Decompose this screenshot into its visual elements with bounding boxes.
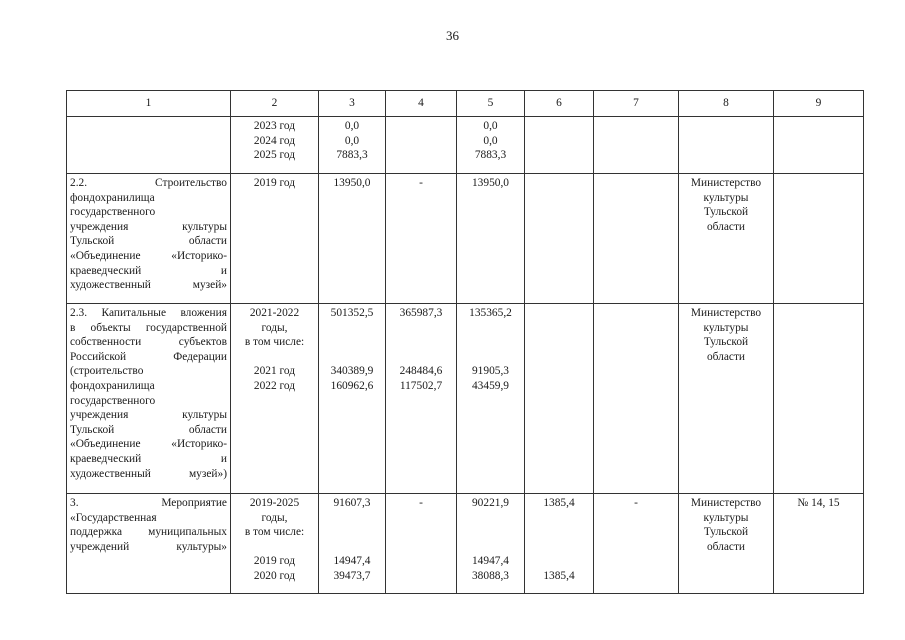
cell-line: 0,0 <box>344 120 360 132</box>
cell-line: области <box>706 220 746 233</box>
header-cell: 9 <box>774 91 864 117</box>
cell-line <box>389 335 453 350</box>
table-cell-col-1 <box>67 117 231 174</box>
cell-line: учреждения культуры <box>70 409 227 422</box>
cell-line <box>460 525 521 540</box>
cell-line: 13950,0 <box>333 177 371 189</box>
table-cell-col-2 <box>231 304 319 494</box>
table-cell-col-2 <box>231 174 319 304</box>
cell-line: - <box>419 497 423 509</box>
header-cell: 1 <box>67 91 231 117</box>
table-cell-col-5 <box>457 117 525 174</box>
table-cell-col-5 <box>457 174 525 304</box>
table-cell-col-8 <box>679 304 774 494</box>
header-cell: 6 <box>525 91 594 117</box>
cell-line <box>528 540 590 555</box>
cell-line: культуры <box>703 191 749 204</box>
table-cell-col-1 <box>67 174 231 304</box>
cell-line: 7883,3 <box>336 149 368 162</box>
cell-line: 135365,2 <box>469 307 512 319</box>
table-cell-col-7 <box>594 494 679 594</box>
table-cell-col-5 <box>457 494 525 594</box>
cell-line: 1385,4 <box>543 497 575 509</box>
cell-line: 13950,0 <box>471 177 510 189</box>
cell-line: 91607,3 <box>333 497 371 509</box>
cell-line <box>389 350 453 365</box>
cell-line: 91905,3 <box>471 365 510 378</box>
cell-line: 2022 год <box>253 379 296 392</box>
table-cell-col-3 <box>319 304 386 494</box>
data-table <box>66 90 864 594</box>
cell-line: 90221,9 <box>471 497 510 509</box>
cell-line: 7883,3 <box>474 149 507 162</box>
table-cell-col-3 <box>319 494 386 594</box>
cell-line: области <box>706 540 746 553</box>
table-cell-col-4 <box>386 174 457 304</box>
cell-line: 501352,5 <box>330 307 374 319</box>
cell-line: государственного <box>70 206 156 219</box>
cell-line: 14947,4 <box>471 555 510 568</box>
cell-line <box>389 321 453 336</box>
table-cell-col-2 <box>231 117 319 174</box>
cell-line: 2023 год <box>253 120 296 132</box>
table-cell-col-6 <box>525 174 594 304</box>
cell-line: фондохранилища <box>70 379 155 392</box>
cell-line: 38088,3 <box>471 569 510 582</box>
table-cell-col-6 <box>525 304 594 494</box>
table-cell-col-8 <box>679 174 774 304</box>
table-cell-col-6 <box>525 117 594 174</box>
cell-line: - <box>634 497 638 509</box>
cell-line: «Объединение «Историко- <box>70 438 227 451</box>
cell-line: 340389,9 <box>330 365 374 378</box>
cell-line: Министерство <box>690 497 762 509</box>
cell-line: художественный музей») <box>70 467 227 480</box>
header-cell: 4 <box>386 91 457 117</box>
cell-line: годы, <box>261 511 288 524</box>
cell-line: 2025 год <box>253 149 296 162</box>
table-row <box>67 304 864 494</box>
cell-line <box>460 511 521 526</box>
cell-line: учреждения культуры <box>70 220 227 233</box>
table-cell-col-7 <box>594 174 679 304</box>
cell-line: культуры <box>703 511 749 524</box>
header-cell: 5 <box>457 91 525 117</box>
cell-line: 43459,9 <box>471 379 510 392</box>
cell-line <box>528 554 590 569</box>
cell-line: годы, <box>261 321 288 334</box>
table-cell-col-1 <box>67 304 231 494</box>
header-cell: 2 <box>231 91 319 117</box>
cell-line: 2.3. Капитальные вложения <box>70 307 227 319</box>
cell-line: области <box>706 350 746 363</box>
cell-line: в том числе: <box>244 336 305 349</box>
cell-line: собственности субъектов <box>70 336 227 349</box>
cell-line: 2019 год <box>253 177 296 189</box>
cell-line: Министерство <box>690 177 762 189</box>
cell-line: в объекты государственной <box>70 321 227 334</box>
cell-line: 365987,3 <box>399 307 443 319</box>
cell-line: № 14, 15 <box>797 497 840 509</box>
cell-line: краеведческий и <box>70 452 227 465</box>
table-cell-col-2 <box>231 494 319 594</box>
cell-line <box>322 540 382 555</box>
cell-line: 248484,6 <box>399 365 443 378</box>
cell-line <box>322 321 382 336</box>
cell-line: государственного <box>70 394 156 407</box>
table-cell-col-8 <box>679 117 774 174</box>
cell-line: учреждений культуры» <box>70 540 227 553</box>
cell-line: фондохранилища <box>70 191 155 204</box>
cell-line <box>322 350 382 365</box>
cell-line: культуры <box>703 321 749 334</box>
cell-line <box>460 321 521 336</box>
cell-line: 1385,4 <box>543 569 575 582</box>
header-cell: 3 <box>319 91 386 117</box>
table-row <box>67 174 864 304</box>
cell-line: Тульской области <box>70 423 227 436</box>
cell-line: краеведческий и <box>70 264 227 277</box>
table-cell-col-5 <box>457 304 525 494</box>
cell-line: 0,0 <box>483 134 498 147</box>
cell-line: 117502,7 <box>399 379 443 392</box>
cell-line: 2021 год <box>253 365 296 378</box>
cell-line: 3. Мероприятие <box>70 497 227 509</box>
table-cell-col-4 <box>386 304 457 494</box>
cell-line: 39473,7 <box>333 569 371 582</box>
cell-line <box>234 540 315 555</box>
cell-line: Российской Федерации <box>70 350 227 363</box>
cell-line <box>322 525 382 540</box>
table-cell-col-9 <box>774 117 864 174</box>
table-cell-col-4 <box>386 494 457 594</box>
table-cell-col-7 <box>594 304 679 494</box>
table-cell-col-8 <box>679 494 774 594</box>
table-cell-col-1 <box>67 494 231 594</box>
cell-line <box>528 511 590 526</box>
header-row <box>67 91 864 117</box>
cell-line: 160962,6 <box>330 379 374 392</box>
table-cell-col-6 <box>525 494 594 594</box>
cell-line <box>460 540 521 555</box>
cell-line: - <box>419 177 423 189</box>
table-cell-col-7 <box>594 117 679 174</box>
cell-line: художественный музей» <box>70 279 227 292</box>
cell-line <box>528 525 590 540</box>
cell-line: 2019 год <box>253 555 296 568</box>
cell-line: 2021-2022 <box>249 307 300 319</box>
cell-line: 0,0 <box>344 134 360 147</box>
cell-line: 0,0 <box>483 120 498 132</box>
table-cell-col-3 <box>319 117 386 174</box>
table-cell-col-9 <box>774 174 864 304</box>
cell-line: 14947,4 <box>333 555 371 568</box>
table-body <box>67 117 864 594</box>
cell-line <box>234 350 315 365</box>
cell-line: Тульской области <box>70 235 227 248</box>
header-cell: 8 <box>679 91 774 117</box>
cell-line: «Объединение «Историко- <box>70 249 227 262</box>
cell-line <box>322 335 382 350</box>
cell-line: в том числе: <box>244 526 305 539</box>
table-cell-col-9 <box>774 304 864 494</box>
table-cell-col-3 <box>319 174 386 304</box>
table-row <box>67 117 864 174</box>
header-cell: 7 <box>594 91 679 117</box>
cell-line: Тульской <box>703 526 749 539</box>
cell-line: «Государственная <box>70 511 157 524</box>
cell-line <box>322 511 382 526</box>
page-number: 36 <box>446 28 459 43</box>
table-cell-col-4 <box>386 117 457 174</box>
cell-line: (строительство <box>70 365 144 378</box>
cell-line <box>460 335 521 350</box>
cell-line: 2020 год <box>253 569 296 582</box>
cell-line: 2.2. Строительство <box>70 177 227 189</box>
table-cell-col-9 <box>774 494 864 594</box>
cell-line: поддержка муниципальных <box>70 526 227 539</box>
cell-line <box>460 350 521 365</box>
cell-line: Тульской <box>703 206 749 219</box>
table-row <box>67 494 864 594</box>
cell-line: Министерство <box>690 307 762 319</box>
cell-line: 2019-2025 <box>249 497 300 509</box>
cell-line: Тульской <box>703 336 749 349</box>
cell-line: 2024 год <box>253 134 296 147</box>
